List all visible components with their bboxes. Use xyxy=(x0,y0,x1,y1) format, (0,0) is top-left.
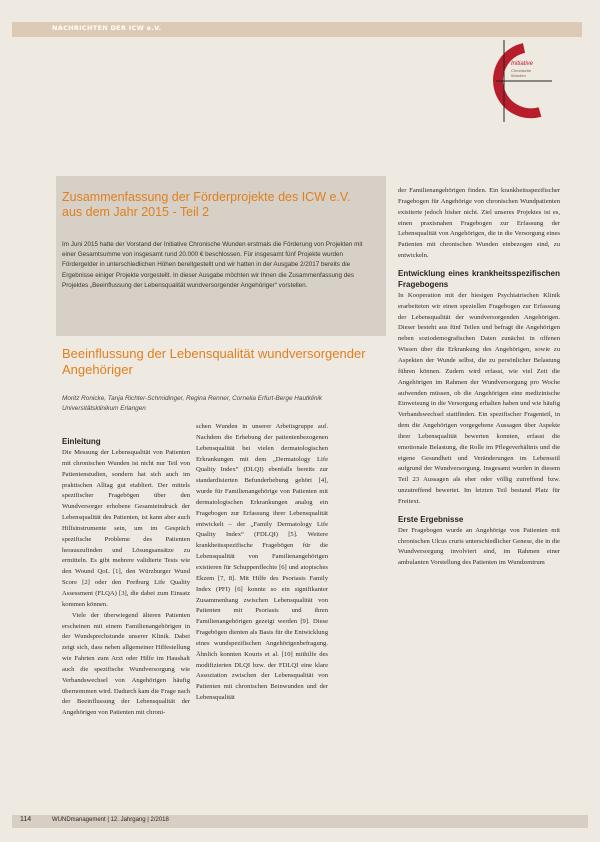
article-title: Beeinflussung der Lebensqualität wundversorgender Angehöriger xyxy=(62,346,366,377)
paragraph: schen Wunden in unserer Arbeitsgruppe auf. Nachdem die Erhebung der patientenbezogenen Lebensqualität bei vielen dermatologischen Erkrankungen mit dem „Dermatology Life Quality Index“ (DLQI) ebenfalls bereits zur standardisierten Befunderhebung gehört [4], wurde für Familienangehörige von Patienten mit dermatologischen Erkrankungen analog ein Fragebogen zur Erfassung ihrer Lebensqualität entwickelt – der „Family Dermatology Life Quality Index“ (FDLQI) [5]. Weitere krankheitsspezifische Fragebögen für die Lebensqualität von Familienangehörigen existieren für Schuppenflechte [6] und atopisches Ekzem [7, 8]. Mit Hilfe des Psoriasis Family Index (PFI) [6] konnte so ein signifikanter Zusammenhang zwischen Lebensqualität von Patienten mit Psoriasis und ihren Familienangehörigen gezeigt werden [9]. Diese Fragebögen dienten als Basis für die Entwicklung eines wundspezifischen Angehörigenbefragung. Ähnlich konnten Kouris et al. [10] mithilfe des modifizierten DLQI bzw. der FDLQI eine klare Assoziation zwischen der Lebensqualität von Patienten mit chronischen Beinwunden und der Lebensqualität xyxy=(196,423,328,702)
icw-logo xyxy=(478,40,563,122)
feature-intro: Im Juni 2015 hatte der Vorstand der Initiative Chronische Wunden erstmals die Förderung von Projekten mit einer Gesamtsumme von insgesamt rund 20.000 € beschlossen. Für insgesamt fünf Projekte wurden Fördergelder in unterschiedlichen Höhen bereitgestellt und wir hatten in der Ausgabe 2/2017 bereits die Ergebnisse einiger Projekte vorgestellt. In dieser Ausgabe möchten wir Ihnen die Zusammenfassung des Projektes „Beeinflussung der Lebensqualität wundversorgender Angehöriger“ vorstellen. xyxy=(62,241,363,289)
section-header-label: NACHRICHTEN DER ICW e.V. xyxy=(52,24,162,32)
column-2 xyxy=(196,422,328,704)
journal-citation: WUNDmanagement | 12. Jahrgang | 2/2018 xyxy=(52,817,169,823)
feature-title: Zusammenfassung der Förderprojekte des ICW e.V. aus dem Jahr 2015 - Teil 2 xyxy=(62,190,351,219)
logo-line-1: Initiative xyxy=(511,61,534,67)
column-1 xyxy=(62,436,190,719)
paragraph: Die Messung der Lebensqualität von Patienten mit chronischen Wunden ist nicht nur Teil von Patientenstudien, sondern hat sich auch im praktischen Alltag gut etabliert. Der mittels spezifischer Fragebögen über den Wundversorger erhobene Gesamteindruck der Lebensqualität des Patienten, ist kann aber auch Hilfsinstrumente sein, um im Gespräch spezifische Probleme des Patienten herauszufinden und Lösungsansätze zu ermitteln. Es gibt mehrere validierte Tests wie den Wound QoL [1], den Würzburger Wund Score [2] oder den Freiburg Life Quality Assessment (FLQA) [3], die dabei zum Einsatz kommen können. xyxy=(62,449,190,608)
logo-line-3: Wunden xyxy=(511,73,526,78)
paragraph: Viele der überwiegend älteren Patienten erscheinen mit einem Familienangehörigen in der Wundsprechstunde unserer Klinik. Dabei zeigt sich, dass neben allgemeiner Hilfestellung wie Fahrten zum Arzt oder Hilfe im Haushalt auch die spezifische Wundversorgung wie Verbandswechsel von Angehörigen häufig übernommen wird. Dadurch kam die Frage nach der Beeinflussung der Lebensqualität der Angehörigen von Patienten mit chroni- xyxy=(62,611,190,717)
article-authors: Moritz Ronicke, Tanja Richter-Schmidinger, Regina Renner, Cornelia Erfurt-Berge Hautklinik Universitätsklinikum Erlangen xyxy=(62,395,323,412)
icw-logo-graphic xyxy=(478,40,563,122)
page-number: 114 xyxy=(20,816,32,823)
heading-erste-ergebnisse: Erste Ergebnisse xyxy=(398,514,464,524)
column-3 xyxy=(398,186,560,569)
logo-line-2: Chronische xyxy=(511,68,532,73)
paragraph: Der Fragebogen wurde an Angehörige von Patienten mit chronischen Ulcus cruris unterschiedlicher Genese, die in die Wundversorgung involviert sind, im Rahmen einer ambulanten Vorstellung des Patienten im Wundzentrum xyxy=(398,526,560,567)
feature-title-box xyxy=(56,176,386,336)
heading-entwicklung: Entwicklung eines krankheitsspezifischen Fragebogens xyxy=(398,268,560,289)
paragraph: der Familienangehörigen finden. Ein krankheitsspezifischer Fragebogen für Angehörige von chronischen Wundpatienten existierte jedoch bisher nicht. Ziel unseres Projektes ist es, einen praxisnahen Fragebogen zur Erfassung der Lebensqualität von Angehörigen, die in die Versorgung eines Patienten mit chronischen Wunden einbezogen sind, zu entwickeln. xyxy=(398,187,560,260)
heading-einleitung: Einleitung xyxy=(62,437,101,446)
paragraph: In Kooperation mit der hiesigen Psychiatrischen Klinik erarbeiteten wir einen speziellen Fragebogen zur Erfassung der Lebensqualität der wundversorgenden Angehörigen. Dieser besteht aus fünf Teilen und befragt die Angehörigen neben soziodemografischen Daten zunächst in offenen Wissen über die Erkrankung des Angehörigen, sowie zu Aspekten der Wunde selbst, die zu persönlicher Belastung führen können. Zudem wird erfasst, wie viel Zeit die Angehörigen im Rahmen der Wundversorgung pro Woche aufwenden müssen, ob die Angehörigen eine medizinische Einweisung in die Versorgung erhalten haben und wie häufig Verbandswechsel stattfinden. Ein spezifischer Fragenteil, in dem die Angehörigen vorgegebene Aussagen über Aspekte ihrer Lebensqualität bewerten konnten, erfasst die emotionale Belastung, die Rolle im Pflegeverhältnis und die eigene Gesundheit und Veränderungen im Lebensstil aufgrund der Wundversorgung. Insgesamt wurden in diesem Teil 23 Aussagen als eher oder völlig zutreffend bzw. unzutreffend bewertet. Im letzten Teil bestand Platz für Freitext. xyxy=(398,291,560,505)
